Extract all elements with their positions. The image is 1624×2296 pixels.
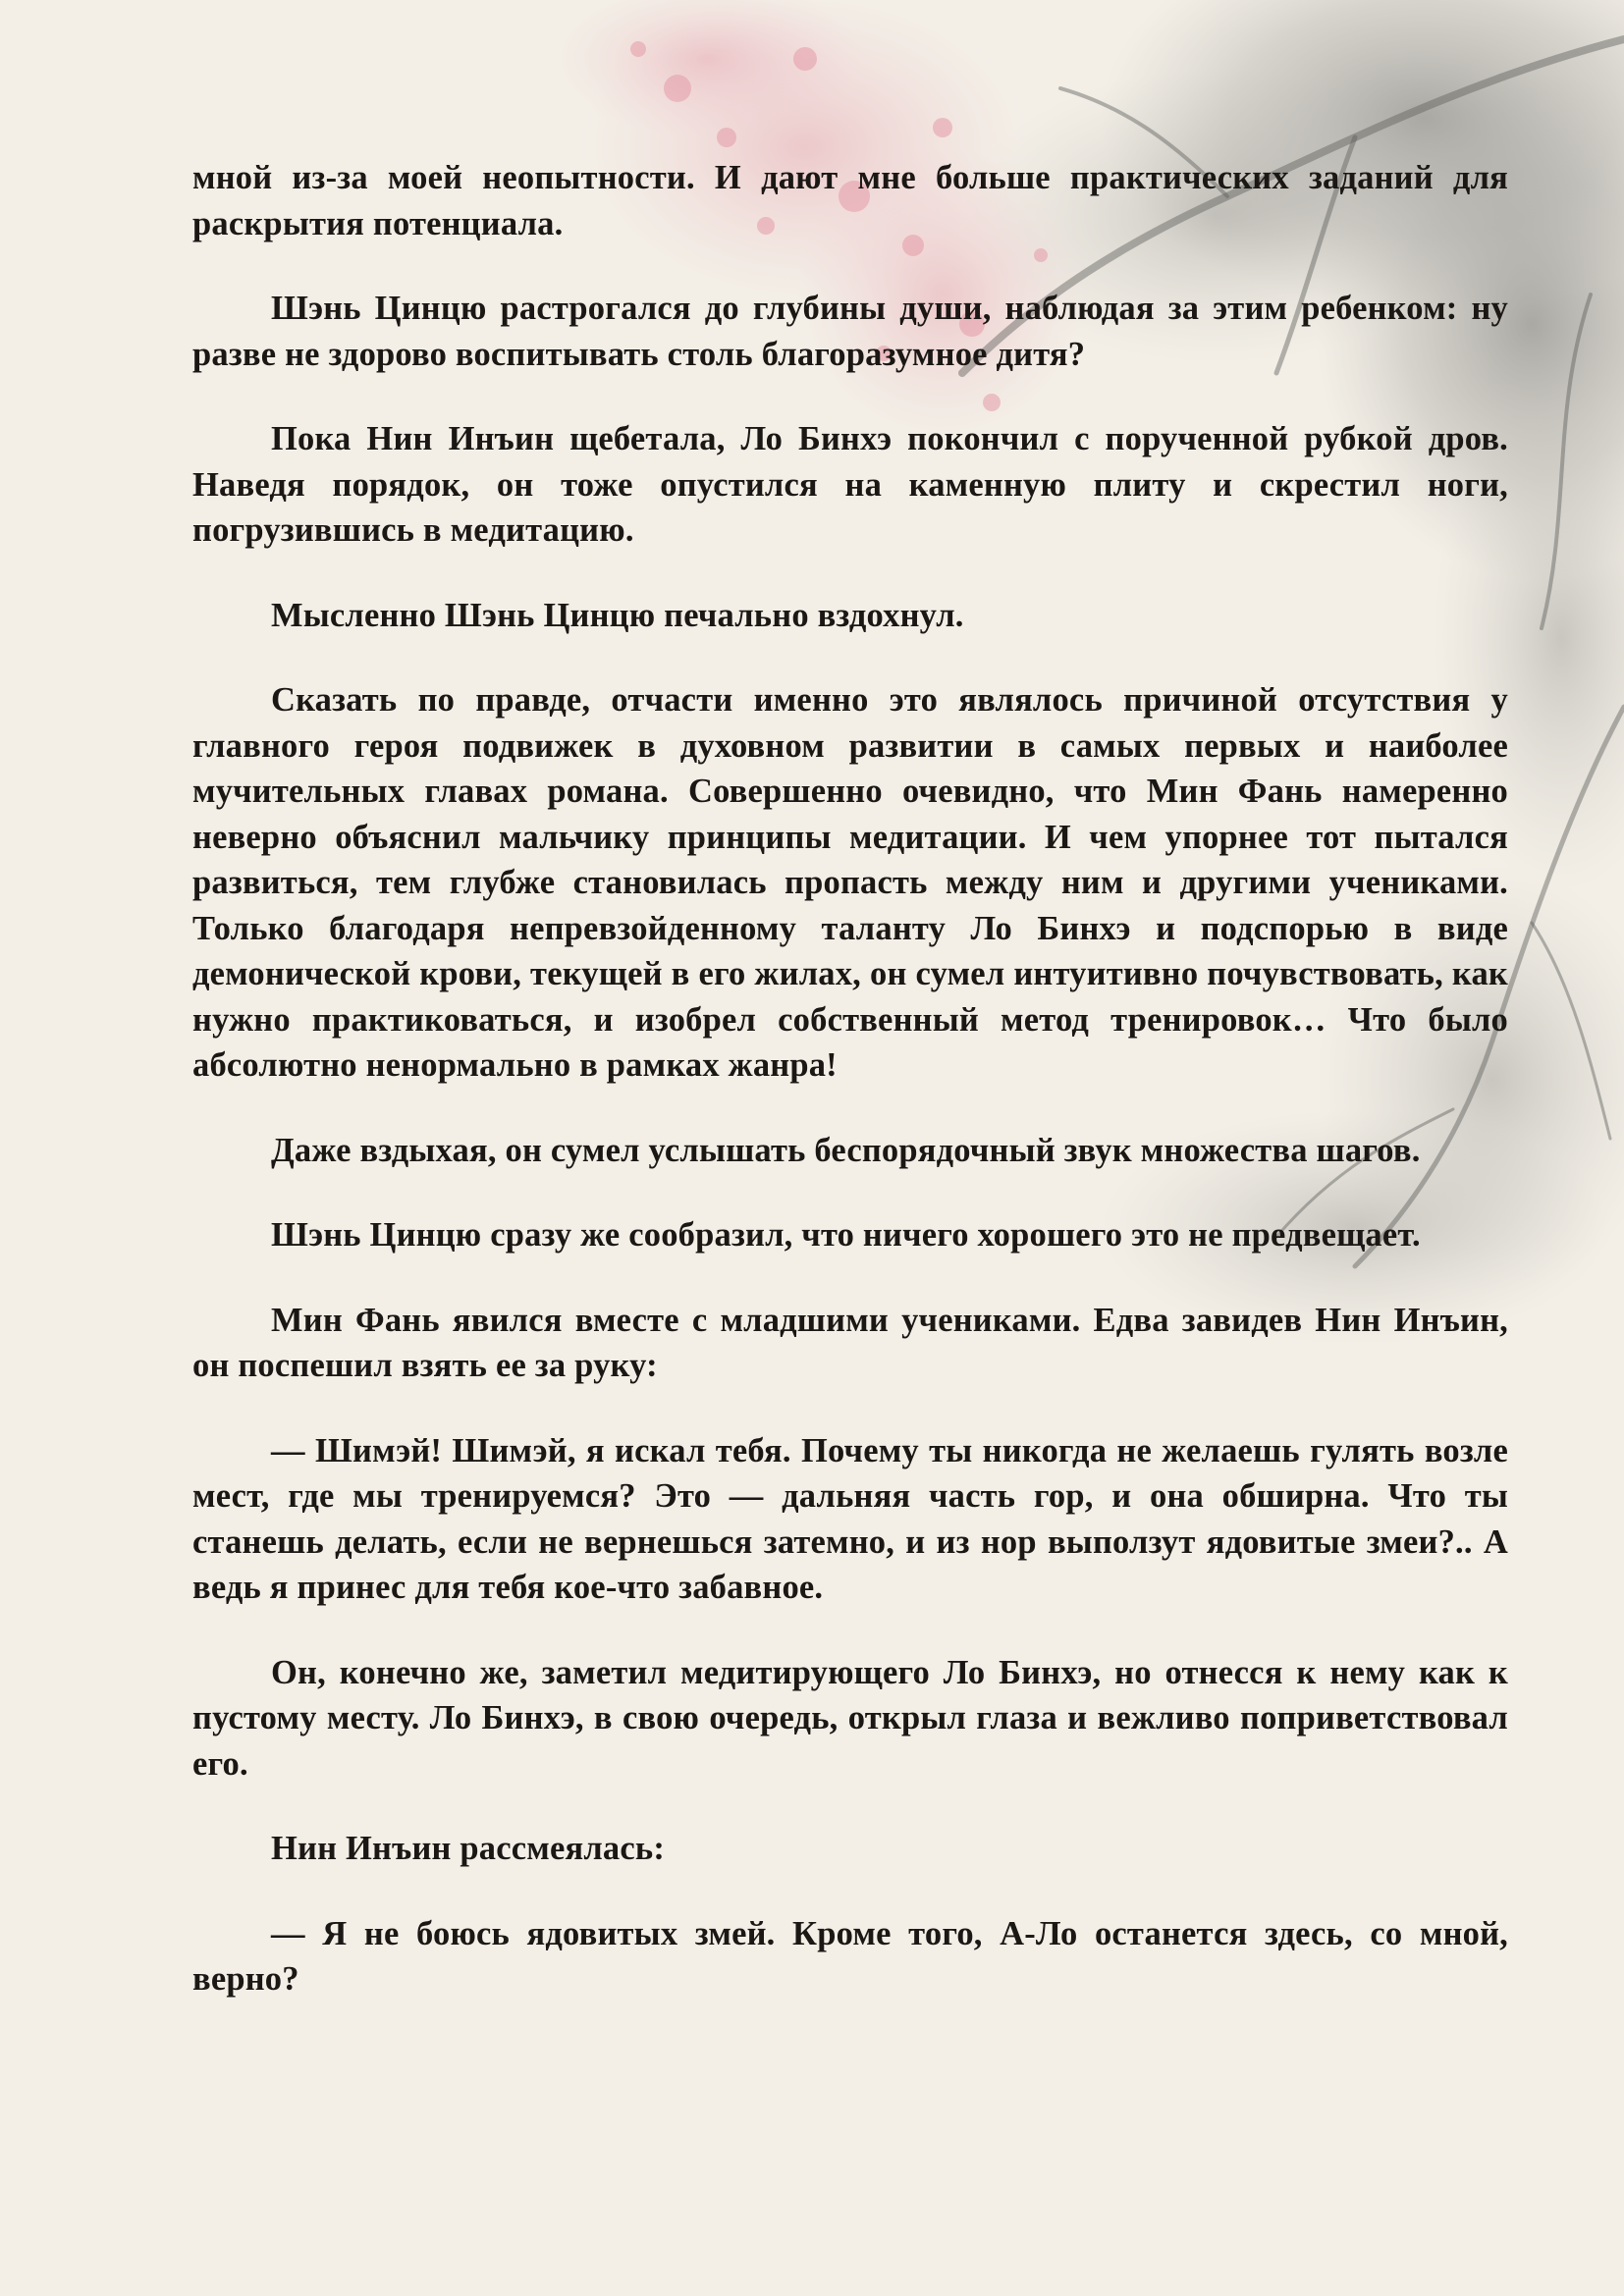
page-body [192,155,1508,2042]
paragraph-6: Даже вздыхая, он сумел услышать беспорядочный звук множества шагов. [271,1131,1421,1169]
paragraph-4: Мысленно Шэнь Цинцю печально вздохнул. [271,596,964,634]
paragraph-10: Он, конечно же, заметил медитирующего Ло Бинхэ, но отнесся к нему как к пустому месту. Ло Бинхэ, в свою очередь, открыл глаза и вежливо поприветствовал его. [192,1653,1508,1783]
paragraph-1: мной из-за моей неопытности. И дают мне больше практических заданий для раскрытия потенциала. [192,159,1508,242]
paragraph-8: Мин Фань явился вместе с младшими учениками. Едва завидев Нин Инъин, он поспешил взять ее за руку: [192,1301,1508,1384]
paragraph-5: Сказать по правде, отчасти именно это являлось причиной отсутствия у главного героя подвижек в духовном развитии в самых первых и наиболее мучительных главах романа. Совершенно очевидно, что Мин Фань намеренно неверно объяснил мальчику принципы медитации. И чем упорнее тот пытался развиться, тем глубже становилась пропасть между ним и другими учениками. Только благодаря непревзойденному таланту Ло Бинхэ и подспорью в виде демонической крови, текущей в его жилах, он сумел интуитивно почувствовать, как нужно практиковаться, и изобрел собственный метод тренировок… Что было абсолютно ненормально в рамках жанра! [192,681,1508,1084]
paragraph-2: Шэнь Цинцю растрогался до глубины души, наблюдая за этим ребенком: ну разве не здорово воспитывать столь благоразумное дитя? [192,290,1508,373]
paragraph-12: — Я не боюсь ядовитых змей. Кроме того, А-Ло останется здесь, со мной, верно? [192,1914,1508,1998]
paragraph-7: Шэнь Цинцю сразу же сообразил, что ничего хорошего это не предвещает. [271,1216,1421,1254]
paragraph-9: — Шимэй! Шимэй, я искал тебя. Почему ты никогда не желаешь гулять возле мест, где мы тренируемся? Это — дальняя часть гор, и она обширна. Что ты станешь делать, если не вернешься затемно, и из нор выползут ядовитые змеи?.. А ведь я принес для тебя кое-что забавное. [192,1431,1508,1606]
paragraph-3: Пока Нин Инъин щебетала, Ло Бинхэ покончил с порученной рубкой дров. Наведя порядок, он тоже опустился на каменную плиту и скрестил ноги, погрузившись в медитацию. [192,420,1508,549]
paragraph-11: Нин Инъин рассмеялась: [271,1830,666,1867]
